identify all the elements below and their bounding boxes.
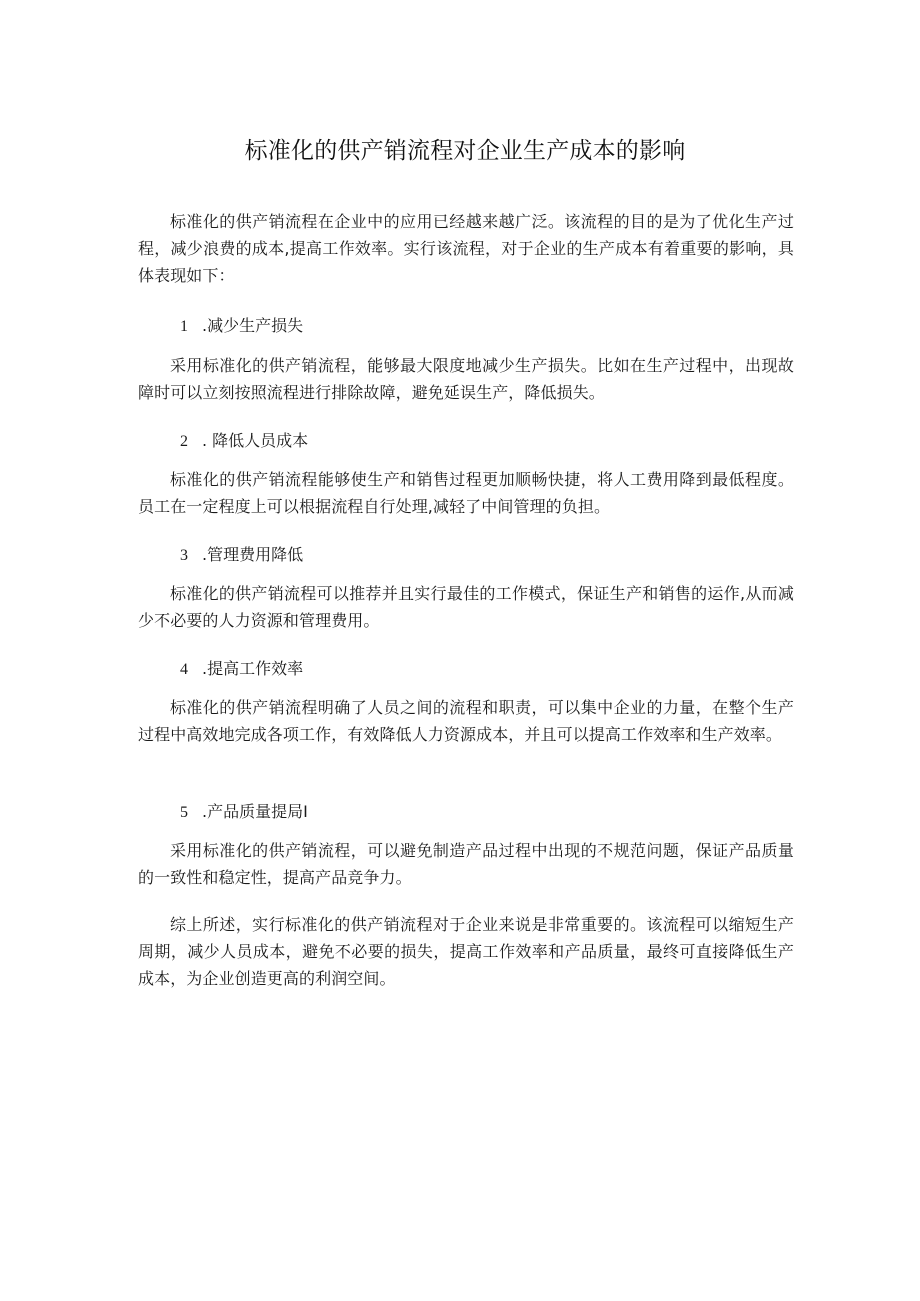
section-heading-3 [138,541,836,569]
section-number: 3 [180,547,188,564]
section-body-1: 采用标准化的供产销流程，能够最大限度地减少生产损失。比如在生产过程中，出现故障时可以立刻按照流程进行排除故障，避免延误生产，降低损失。 [138,356,794,402]
section-title: . 降低人员成本 [202,431,309,450]
intro-paragraph: 标准化的供产销流程在企业中的应用已经越来越广泛。该流程的目的是为了优化生产过程，减少浪费的成本,提高工作效率。实行该流程，对于企业的生产成本有着重要的影响，具体表现如下： [138,212,794,285]
section-heading-5 [138,798,836,826]
section-number: 2 [180,433,188,450]
section-body-2: 标准化的供产销流程能够使生产和销售过程更加顺畅快捷，将人工费用降到最低程度。员工在一定程度上可以根据流程自行处理,减轻了中间管理的负担。 [138,470,794,516]
section-heading-2 [138,427,836,455]
section-number: 1 [180,318,188,335]
section-number: 5 [180,804,188,821]
section-body-4: 标准化的供产销流程明确了人员之间的流程和职责，可以集中企业的力量，在整个生产过程中高效地完成各项工作，有效降低人力资源成本，并且可以提高工作效率和生产效率。 [138,698,794,744]
section-title: .管理费用降低 [202,545,304,564]
document-title: 标准化的供产销流程对企业生产成本的影响 [244,138,686,164]
section-number: 4 [180,661,188,678]
section-heading-4 [138,655,836,683]
section-heading-1 [138,312,836,340]
section-title: .提高工作效率 [202,659,304,678]
section-title: .减少生产损失 [202,316,304,335]
section-title: .产品质量提局I [202,802,308,821]
conclusion-paragraph: 综上所述，实行标准化的供产销流程对于企业来说是非常重要的。该流程可以缩短生产周期，减少人员成本，避免不必要的损失，提高工作效率和产品质量，最终可直接降低生产成本，为企业创造更高的利润空间。 [138,915,794,988]
section-body-5: 采用标准化的供产销流程，可以避免制造产品过程中出现的不规范问题，保证产品质量的一致性和稳定性，提高产品竞争力。 [138,841,794,887]
section-body-3: 标准化的供产销流程可以推荐并且实行最佳的工作模式，保证生产和销售的运作,从而减少不必要的人力资源和管理费用。 [138,584,794,630]
